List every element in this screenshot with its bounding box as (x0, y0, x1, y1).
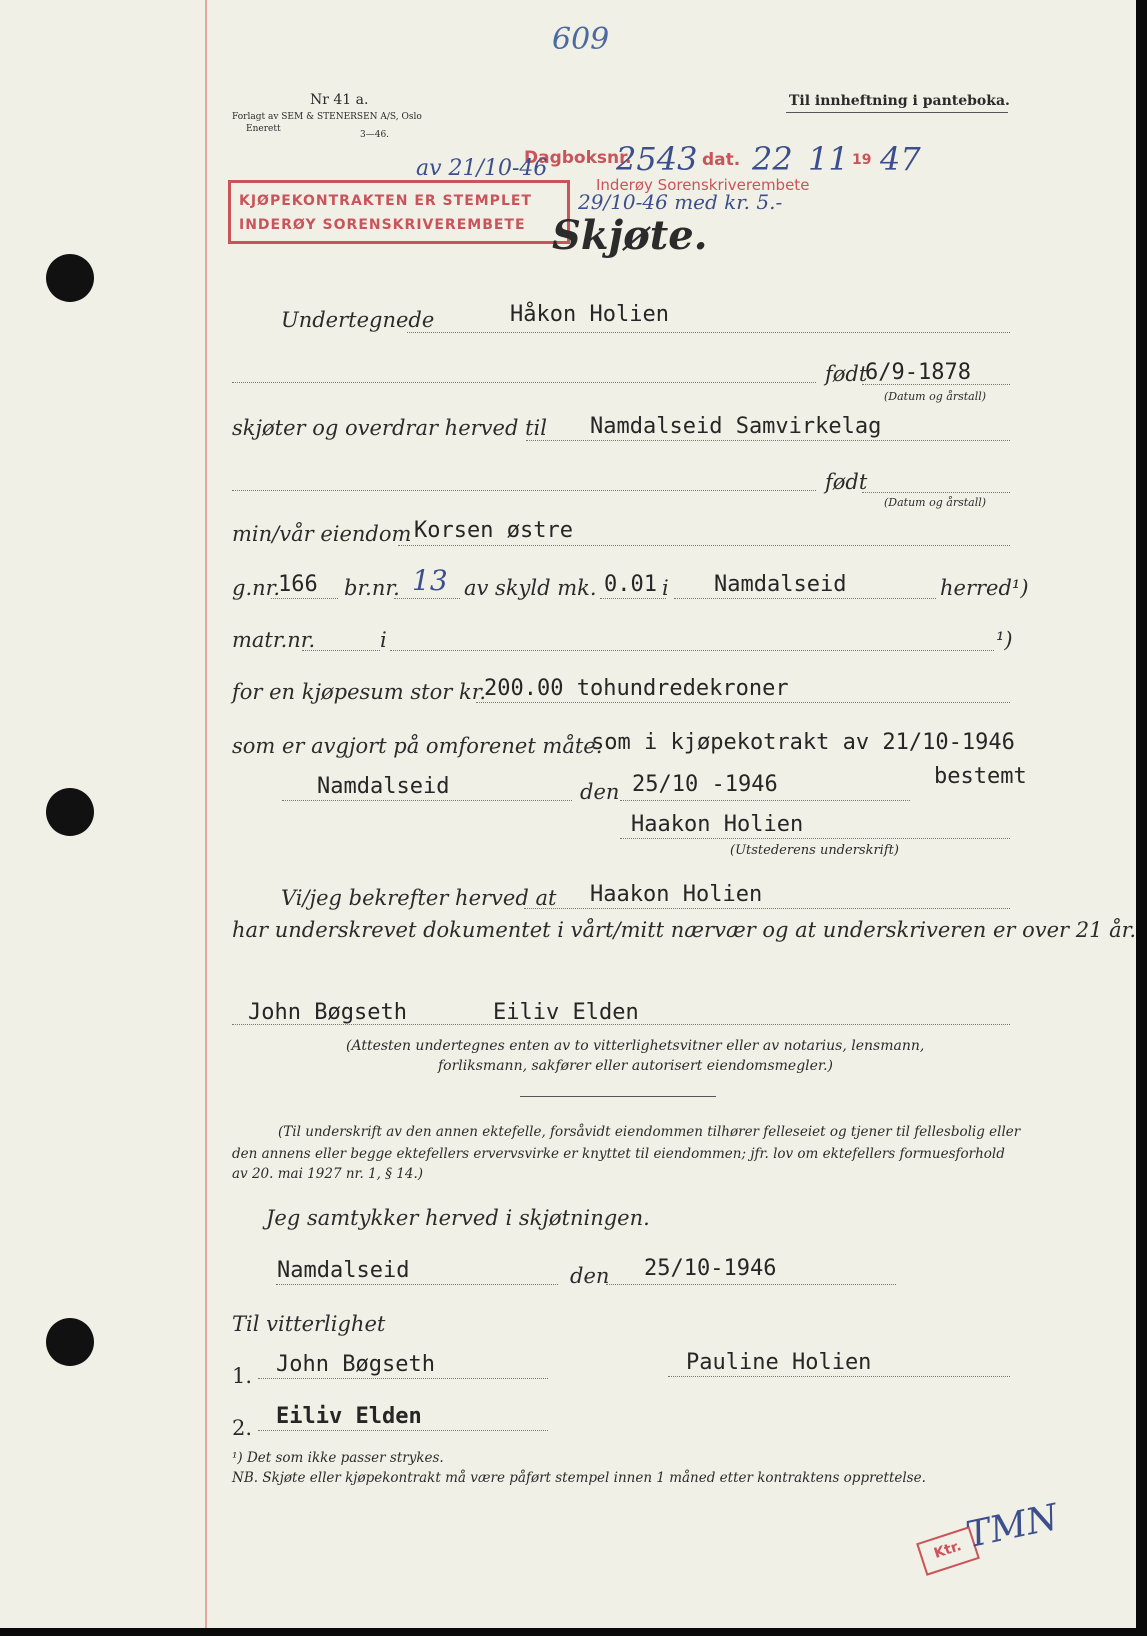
i-label: i (662, 576, 669, 600)
stamp-line2: INDERØY SORENSKRIVEREMBETE (239, 217, 526, 233)
skyld-value: 0.01 (604, 572, 657, 597)
witness-line2: har underskrevet dokumentet i vårt/mitt nærvær og at underskriveren er over 21 år. (232, 918, 1136, 942)
terms-text: som i kjøpekotrakt av 21/10-1946 (591, 730, 1015, 755)
matr-line (302, 650, 380, 651)
seller-line (407, 332, 1010, 333)
seller-date-hint: (Datum og årstall) (884, 390, 987, 403)
buyer-extra-line (232, 490, 816, 491)
witness-note2: forliksmann, sakfører eller autorisert eiendomsmegler.) (438, 1058, 833, 1074)
matr-note: ¹) (996, 628, 1013, 652)
header-underline (786, 112, 1008, 113)
ktr-label: Ktr. (932, 1538, 964, 1562)
signing-date: 25/10 -1946 (632, 772, 778, 797)
kjopekontrakt-stamp (228, 180, 570, 244)
witness-label: Vi/jeg bekrefter herved at (281, 886, 557, 910)
witness-name: Haakon Holien (590, 882, 763, 907)
footnote-1: ¹) Det som ikke passer strykes. (232, 1450, 444, 1466)
signing-date-line (620, 800, 910, 801)
spouse-place-line (276, 1284, 558, 1285)
vitterlighet-label: Til vitterlighet (232, 1312, 386, 1336)
form-date: 3—46. (360, 130, 390, 140)
gnr-value: 166 (278, 572, 318, 597)
signing-signature-label: (Utstederens underskrift) (730, 843, 899, 858)
dagbok-office: Inderøy Sorenskriverembete (596, 176, 810, 194)
form-publisher-line2: Enerett (246, 124, 281, 134)
seller-born-label: født (825, 362, 868, 386)
punch-hole-middle (46, 788, 94, 836)
stamp-line1: KJØPEKONTRAKTEN ER STEMPLET (239, 193, 532, 209)
form-number: Nr 41 a. (310, 92, 369, 108)
footnote-2: NB. Skjøte eller kjøpekontrakt må være påført stempel innen 1 måned etter kontraktens opprettelse. (232, 1470, 926, 1486)
spouse-note2: den annens eller begge ektefellers ervervsvirke er knyttet til eiendommen; jfr. lov om ektefellers formuesforhold (232, 1146, 1005, 1162)
vitterlighet-n1: 1. (232, 1364, 253, 1388)
signature-line (620, 838, 1010, 839)
buyer-name: Namdalseid Samvirkelag (590, 414, 882, 439)
signing-place-line (282, 800, 572, 801)
section-divider (520, 1096, 716, 1097)
ktr-initials: TMN (962, 1496, 1062, 1557)
buyer-date-hint: (Datum og årstall) (884, 496, 987, 509)
skyld-label: av skyld mk. (464, 576, 597, 600)
seller-label: Undertegnede (281, 308, 435, 332)
herred-label: herred¹) (940, 576, 1029, 600)
herred-line (674, 598, 936, 599)
brnr-line (394, 598, 460, 599)
document-title: Skjøte. (552, 212, 708, 259)
spouse-signature: Pauline Holien (686, 1350, 872, 1375)
signing-place: Namdalseid (317, 774, 450, 799)
terms-text2: bestemt (934, 764, 1027, 789)
dagbok-number: 2543 (616, 140, 698, 178)
spouse-note1: (Til underskrift av den annen ektefelle, forsåvidt eiendommen tilhører felleseiet og tjener til fellesbolig eller (278, 1124, 1021, 1140)
seller-name: Håkon Holien (510, 302, 669, 327)
brnr-label: br.nr. (344, 576, 400, 600)
witness-2: Eiliv Elden (493, 1000, 639, 1025)
spouse-sig-line (668, 1376, 1010, 1377)
buyer-born-label: født (825, 470, 868, 494)
spouse-place: Namdalseid (277, 1258, 410, 1283)
dagbok-year: 47 (880, 140, 921, 178)
punch-hole-bottom (46, 1318, 94, 1366)
price-line (476, 702, 1010, 703)
vitterlighet-w2: Eiliv Elden (276, 1404, 422, 1429)
dagbok-date-label: dat. (702, 150, 741, 170)
buyer-born-line (862, 492, 1010, 493)
dagbok-label: Dagboksnr. (524, 148, 632, 168)
margin-line (205, 0, 207, 1628)
buyer-line (526, 440, 1010, 441)
signing-signature: Haakon Holien (631, 812, 804, 837)
vitterlighet-n2: 2. (232, 1416, 253, 1440)
header-right: Til innheftning i panteboka. (789, 93, 1010, 109)
dagbok-month: 11 (808, 140, 849, 178)
witness-1: John Bøgseth (248, 1000, 407, 1025)
dagbok-day: 22 (752, 140, 793, 178)
vitterlighet-w2-line (258, 1430, 548, 1431)
terms-label: som er avgjort på omforenet måte. (232, 734, 603, 758)
spouse-den: den (570, 1264, 610, 1288)
annotation-top2: 29/10-46 med kr. 5.- (578, 190, 783, 214)
spouse-consent: Jeg samtykker herved i skjøtningen. (266, 1206, 650, 1230)
seller-born-line (862, 384, 1010, 385)
seller-extra-line (232, 382, 816, 383)
gnr-label: g.nr. (232, 576, 281, 600)
gnr-line (271, 598, 338, 599)
annotation-top1: av 21/10-46 (416, 156, 548, 181)
seller-born: 6/9-1878 (865, 360, 971, 385)
vitterlighet-w1: John Bøgseth (276, 1352, 435, 1377)
dagbok-year-prefix: 19 (852, 152, 872, 168)
price-amount: 200.00 tohundredekroner (484, 676, 789, 701)
skyld-line (600, 598, 666, 599)
form-publisher-line1: Forlagt av SEM & STENERSEN A/S, Oslo (232, 112, 422, 122)
punch-hole-top (46, 254, 94, 302)
spouse-date-line (606, 1284, 896, 1285)
price-label: for en kjøpesum stor kr. (232, 680, 487, 704)
matr-label: matr.nr. (232, 628, 316, 652)
witness-line (524, 908, 1010, 909)
buyer-label: skjøter og overdrar herved til (232, 416, 547, 440)
page-number: 609 (552, 22, 610, 57)
signing-den: den (580, 780, 620, 804)
matr-i-label: i (380, 628, 387, 652)
herred-value: Namdalseid (714, 572, 847, 597)
matr-i-line (390, 650, 994, 651)
vitterlighet-w1-line (258, 1378, 548, 1379)
property-name: Korsen østre (414, 518, 573, 543)
spouse-date: 25/10-1946 (644, 1256, 777, 1281)
witness-note1: (Attesten undertegnes enten av to vitterlighetsvitner eller av notarius, lensmann, (346, 1038, 925, 1054)
property-line (398, 545, 1010, 546)
brnr-value: 13 (412, 564, 448, 597)
spouse-note3: av 20. mai 1927 nr. 1, § 14.) (232, 1166, 424, 1182)
property-label: min/vår eiendom (232, 522, 412, 546)
